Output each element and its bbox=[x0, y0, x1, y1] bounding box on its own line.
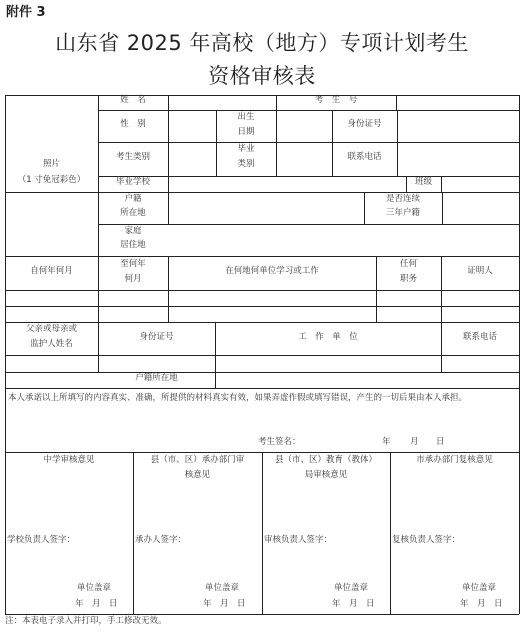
id-card-label: 身份证号 bbox=[347, 119, 382, 129]
footnote: 注：本表电子录入并打印，手工修改无效。 bbox=[5, 616, 167, 626]
review-date-label: 年 月 日 bbox=[332, 599, 375, 609]
home-label-2: 居住地 bbox=[120, 240, 146, 250]
history-duty-header-1: 任何 bbox=[399, 259, 417, 269]
page-subtitle: 资格审核表 bbox=[208, 64, 316, 88]
review-title: 县（市、区）承办部门审 bbox=[150, 455, 245, 465]
examinee-no-label: 考 生 号 bbox=[314, 95, 358, 105]
history-to-header-1: 至何年 bbox=[120, 259, 146, 269]
review-date-label: 年 月 日 bbox=[460, 599, 503, 609]
birth-label-2: 日期 bbox=[237, 127, 255, 137]
review-date-label: 年 月 日 bbox=[203, 599, 246, 609]
promise-month: 月 bbox=[410, 437, 419, 447]
attachment-label: 附件 3 bbox=[6, 5, 46, 20]
parent-name-header-1: 父亲或母亲或 bbox=[25, 324, 77, 334]
review-signer-label: 学校负责人签字： bbox=[7, 535, 76, 545]
promise-day: 日 bbox=[436, 437, 445, 447]
parent-name-header-2: 监护人姓名 bbox=[30, 339, 73, 349]
promise-year: 年 bbox=[382, 437, 391, 447]
signature-label: 考生签名： bbox=[258, 437, 301, 447]
history-where-header: 在何地何单位学习或工作 bbox=[225, 266, 319, 276]
review-seal-label: 单位盖章 bbox=[334, 583, 369, 593]
review-title: 县（市、区）教育（教体） bbox=[274, 455, 377, 465]
continuous-label-1: 是否连续 bbox=[385, 194, 420, 204]
school-label: 毕业学校 bbox=[115, 177, 150, 187]
hukou-label-2: 所在地 bbox=[120, 208, 146, 218]
class-label: 班级 bbox=[414, 177, 432, 187]
photo-spec-label: （1 寸免冠彩色） bbox=[17, 175, 86, 185]
review-signer-label: 复核负责人签字： bbox=[392, 535, 461, 545]
parent-id-header: 身份证号 bbox=[139, 332, 174, 342]
review-title-line2: 核意见 bbox=[184, 470, 211, 480]
birth-label-1: 出生 bbox=[237, 112, 255, 122]
review-signer-label: 审核负责人签字： bbox=[264, 535, 333, 545]
grad-label-2: 类别 bbox=[237, 159, 255, 169]
review-seal-label: 单位盖章 bbox=[77, 583, 112, 593]
gender-label: 性 别 bbox=[120, 119, 146, 129]
parent-work-header: 工 作 单 位 bbox=[298, 332, 358, 342]
review-title: 市承办部门复核意见 bbox=[416, 455, 493, 465]
review-date-label: 年 月 日 bbox=[75, 599, 118, 609]
promise-text: 本人承诺以上所填写的内容真实、准确，所提供的材料真实有效，如果弄虚作假或填写错误，产生的一切后果由本人承担。 bbox=[8, 393, 468, 403]
history-duty-header-2: 职务 bbox=[399, 274, 417, 284]
photo-label: 照片 bbox=[42, 159, 60, 169]
parent-phone-header: 联系电话 bbox=[462, 332, 497, 342]
category-label: 考生类别 bbox=[115, 152, 150, 162]
grad-label-1: 毕业 bbox=[237, 144, 255, 154]
history-from-header: 自何年何月 bbox=[30, 266, 73, 276]
name-label: 姓 名 bbox=[120, 95, 146, 105]
home-label-1: 家庭 bbox=[124, 226, 142, 236]
review-seal-label: 单位盖章 bbox=[462, 583, 497, 593]
review-title-line2: 局审核意见 bbox=[304, 470, 348, 480]
review-seal-label: 单位盖章 bbox=[205, 583, 240, 593]
parent-hukou-label: 户籍所在地 bbox=[135, 373, 178, 383]
review-signer-label: 承办人签字： bbox=[135, 535, 187, 545]
page-title: 山东省 2025 年高校（地方）专项计划考生 bbox=[55, 31, 469, 55]
phone-label: 联系电话 bbox=[347, 152, 382, 162]
hukou-label-1: 户籍 bbox=[124, 194, 142, 204]
continuous-label-2: 三年户籍 bbox=[385, 208, 420, 218]
review-title: 中学审核意见 bbox=[43, 455, 95, 465]
history-witness-header: 证明人 bbox=[467, 266, 493, 276]
history-to-header-2: 何月 bbox=[124, 274, 142, 284]
